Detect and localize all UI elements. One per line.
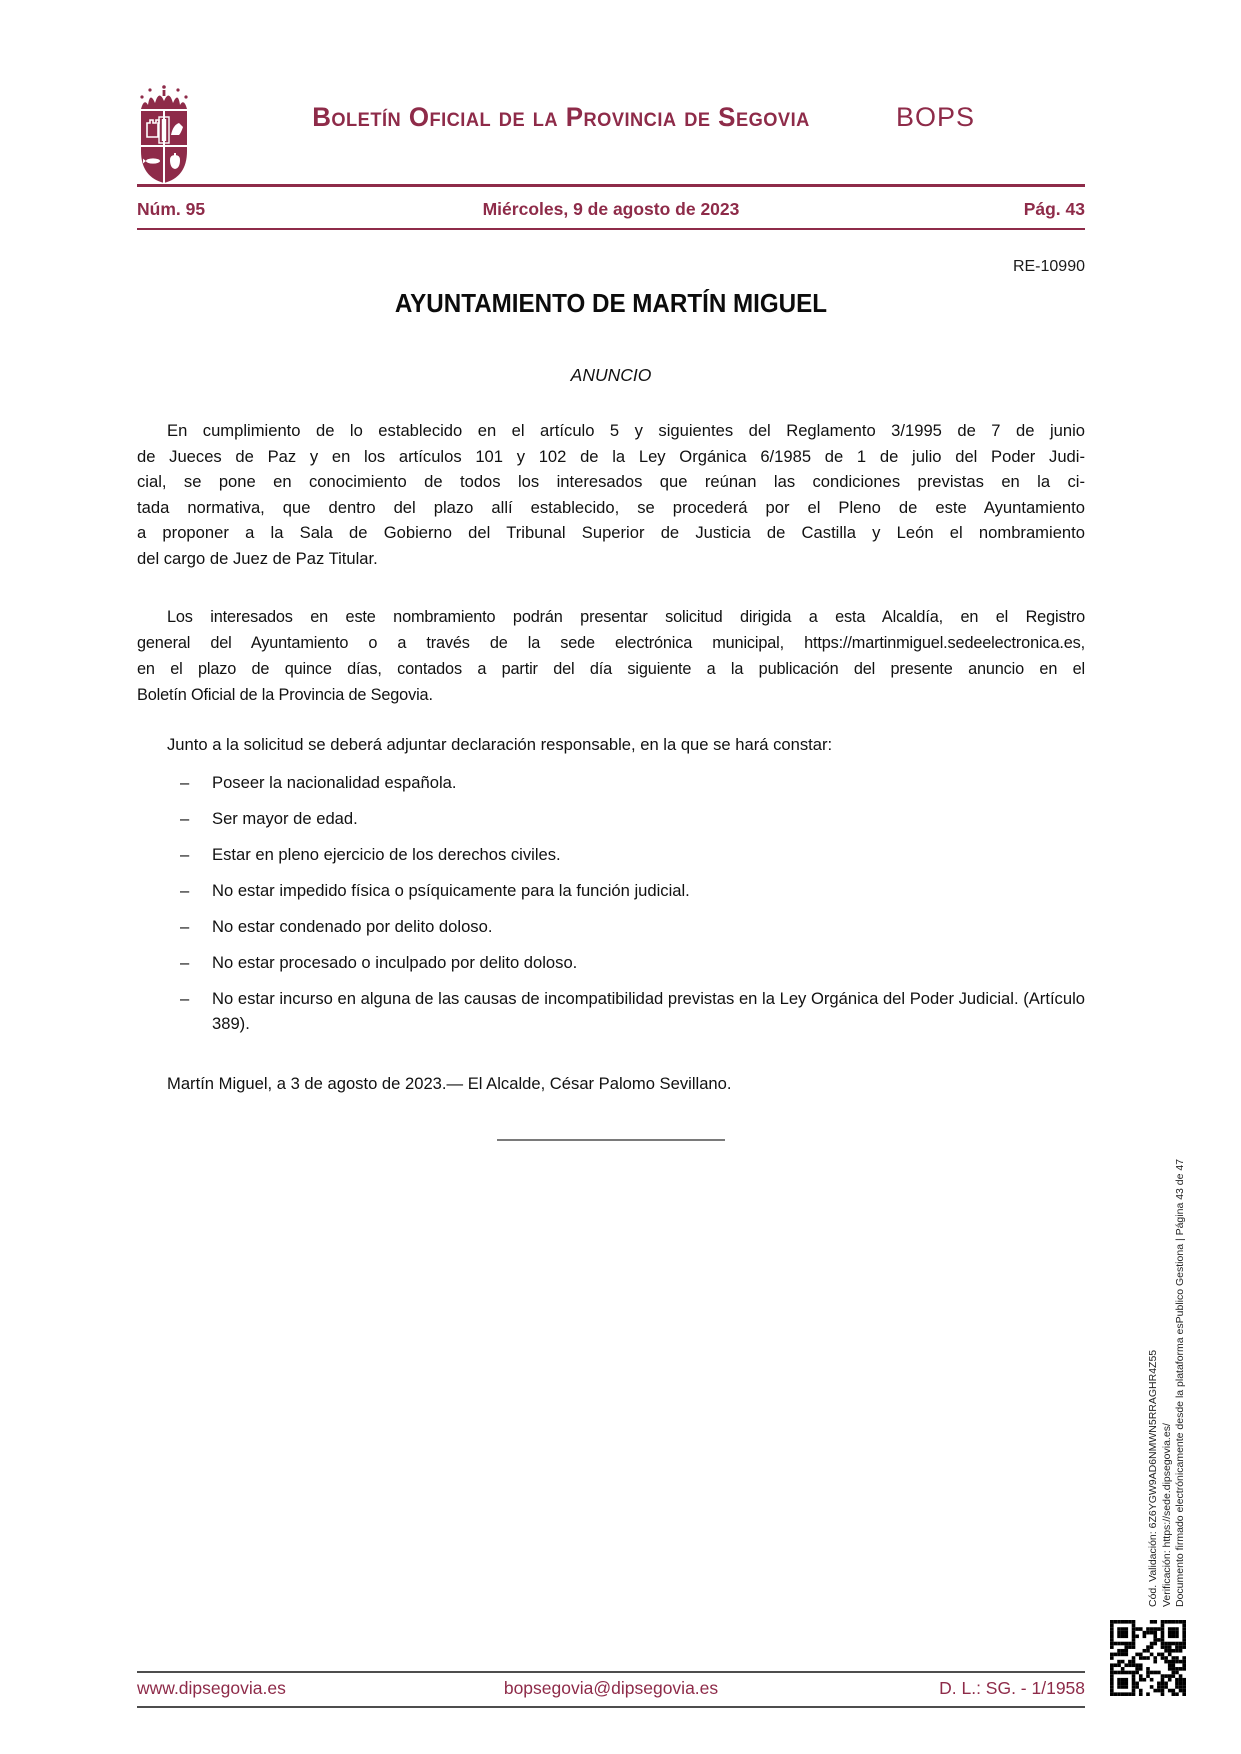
requirement-text: No estar incurso en alguna de las causas de incompatibilidad previstas en la Ley Orgánica del Poder Judicial. (Artículo 389). — [212, 988, 1085, 1033]
issue-number: Núm. 95 — [137, 198, 206, 219]
requirement-text: Estar en pleno ejercicio de los derechos civiles. — [212, 844, 561, 864]
footer-legal-deposit: D. L.: SG. - 1/1958 — [939, 1678, 1086, 1698]
announcement-subtitle: ANUNCIO — [570, 365, 652, 385]
header-rule-top — [137, 184, 1085, 187]
paragraph-line: de Jueces de Paz y en los artículos 101 y 102 de la Ley Orgánica 6/1985 de 1 de julio del Poder Judi- — [137, 446, 1085, 466]
requirement-text: No estar condenado por delito doloso. — [212, 916, 493, 936]
paragraph-line: Los interesados en este nombramiento podrán presentar solicitud dirigida a esta Alcaldía, en el Registro — [167, 607, 1085, 626]
requirement-item — [137, 878, 1085, 903]
requirement-text: Ser mayor de edad. — [212, 808, 358, 828]
announcement-article — [137, 288, 1085, 1141]
requirement-text: No estar impedido física o psíquicamente para la función judicial. — [212, 880, 690, 900]
requirements-list — [137, 770, 1085, 1036]
issue-infobar — [137, 191, 1085, 227]
requirement-item — [137, 950, 1085, 975]
paragraph-line: cial, se pone en conocimiento de todos los interesados que reúnan las condiciones previstas en la ci- — [137, 472, 1085, 492]
dash-bullet-icon: – — [180, 844, 190, 864]
paragraph-line: en el plazo de quince días, contados a partir del día siguiente a la publicación del presente anuncio en el — [137, 659, 1085, 678]
dash-bullet-icon: – — [180, 772, 190, 792]
requirement-item — [137, 770, 1085, 795]
paragraph-line: En cumplimiento de lo establecido en el artículo 5 y siguientes del Reglamento 3/1995 de 7 de junio — [167, 421, 1085, 440]
bulletin-title: Boletín Oficial de la Provincia de Segovia — [312, 102, 810, 132]
paragraph-legal-basis — [137, 418, 1085, 572]
dash-bullet-icon: – — [180, 808, 190, 828]
footer-website: www.dipsegovia.es — [137, 1678, 286, 1698]
page-footer — [137, 1678, 1085, 1699]
verification-url: Verificación: https://sede.dipsegovia.es/ — [1160, 1423, 1173, 1607]
paragraph-line: del cargo de Juez de Paz Titular. — [137, 548, 378, 568]
validation-code: Cód. Validación: 6Z6YGW9AD6NMWN5RRAGHR4Z55 — [1147, 1349, 1159, 1607]
requirement-text: Poseer la nacionalidad española. — [212, 772, 457, 792]
paragraph-line: a proponer a la Sala de Gobierno del Tribunal Superior de Justicia de Castilla y León el nombramiento — [137, 523, 1085, 543]
bops-brand: BOPS — [895, 102, 975, 132]
paragraph-line: tada normativa, que dentro del plazo allí establecido, se procederá por el Pleno de este Ayuntamiento — [137, 497, 1085, 517]
validation-strip — [1147, 957, 1189, 1607]
qr-code-icon — [1110, 1620, 1186, 1696]
paragraph-line: Boletín Oficial de la Provincia de Segovia. — [137, 685, 433, 704]
end-separator — [497, 1139, 725, 1141]
requirement-text: No estar procesado o inculpado por delito doloso. — [212, 952, 578, 972]
footer-rule-bottom — [137, 1706, 1085, 1708]
paragraph-declaration-intro: Junto a la solicitud se deberá adjuntar declaración responsable, en la que se hará constar: — [167, 734, 833, 754]
requirement-item — [137, 842, 1085, 867]
municipality-title: AYUNTAMIENTO DE MARTÍN MIGUEL — [394, 288, 828, 318]
dash-bullet-icon: – — [180, 988, 190, 1008]
segovia-coat-of-arms-icon — [137, 83, 191, 185]
requirement-item — [137, 806, 1085, 831]
signature-line: Martín Miguel, a 3 de agosto de 2023.— El Alcalde, César Palomo Sevillano. — [167, 1073, 732, 1093]
paragraph-line: general del Ayuntamiento o a través de la sede electrónica municipal, https://martinmiguel.sedeelectronica.es, — [137, 633, 1085, 652]
signed-note: Documento firmado electrónicamente desde la plataforma esPublico Gestiona | Página 43 de 47 — [1174, 1158, 1186, 1607]
footer-rule-top — [137, 1671, 1085, 1673]
requirement-item — [137, 914, 1085, 939]
dash-bullet-icon: – — [180, 880, 190, 900]
registry-code: RE-10990 — [1012, 258, 1085, 275]
footer-email: bopsegovia@dipsegovia.es — [503, 1678, 719, 1698]
page-number: Pág. 43 — [1023, 198, 1085, 219]
header-rule-bottom — [137, 228, 1085, 230]
issue-date: Miércoles, 9 de agosto de 2023 — [482, 198, 740, 219]
dash-bullet-icon: – — [180, 916, 190, 936]
requirement-item — [137, 986, 1085, 1036]
paragraph-application — [137, 604, 1085, 708]
page-header — [137, 80, 1085, 185]
dash-bullet-icon: – — [180, 952, 190, 972]
